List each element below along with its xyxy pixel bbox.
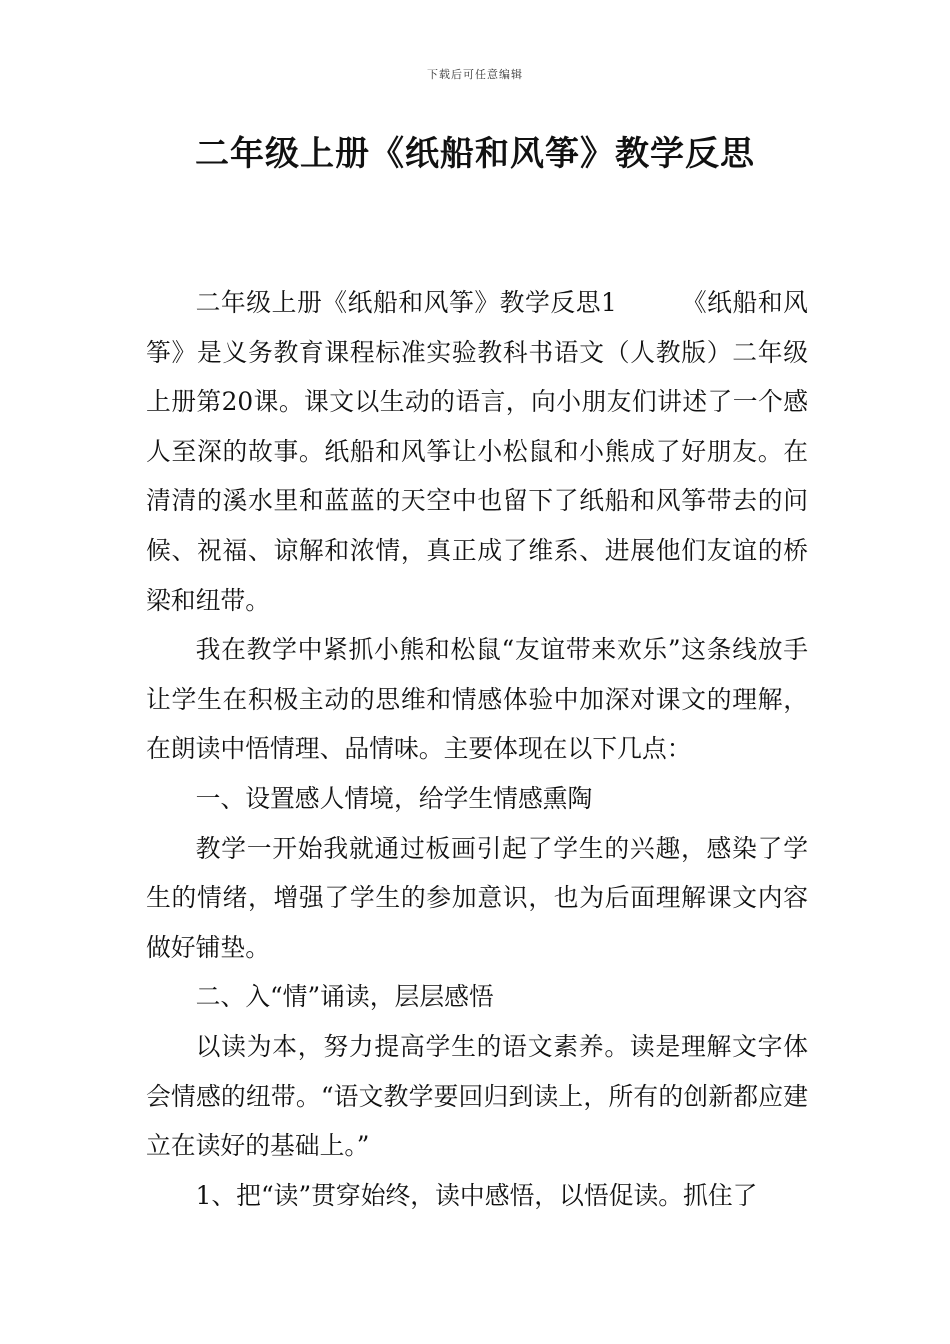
paragraph-7: 1、把“读”贯穿始终，读中感悟，以悟促读。抓住了 <box>195 1180 758 1210</box>
paragraph-1-heading: 二年级上册《纸船和风筝》教学反思1 <box>195 288 617 317</box>
section-heading-1: 一、设置感人情境，给学生情感熏陶 <box>195 783 593 813</box>
paragraph-1 <box>146 278 808 625</box>
document-body <box>146 278 808 1220</box>
paragraph-6: 以读为本，努力提高学生的语文素养。读是理解文字体会情感的纽带。“语文教学要回归到读上，所有的创新都应建立在读好的基础上。” <box>146 1031 808 1161</box>
document-title: 二年级上册《纸船和风筝》教学反思 <box>195 134 755 174</box>
paragraph-2: 我在教学中紧抓小熊和松鼠“友谊带来欢乐”这条线放手让学生在积极主动的思维和情感体验中加深对课文的理解，在朗读中悟情理、品情味。主要体现在以下几点： <box>146 635 808 764</box>
section-heading-2: 二、入“情”诵读，层层感悟 <box>195 982 494 1012</box>
paragraph-1-text: 《纸船和风筝》是义务教育课程标准实验教科书语文（人教版）二年级上册第20课。课文以生动的语言，向小朋友们讲述了一个感人至深的故事。纸船和风筝让小松鼠和小熊成了好朋友。在清清的溪水里和蓝蓝的天空中也留下了纸船和风筝带去的问候、祝福、谅解和浓情，真正成了维系、进展他们友谊的桥梁和纽带。 <box>146 288 808 615</box>
paragraph-4: 教学一开始我就通过板画引起了学生的兴趣，感染了学生的情绪，增强了学生的参加意识，也为后面理解课文内容做好铺垫。 <box>146 833 808 962</box>
page-header-note: 下载后可任意编辑 <box>427 68 523 81</box>
